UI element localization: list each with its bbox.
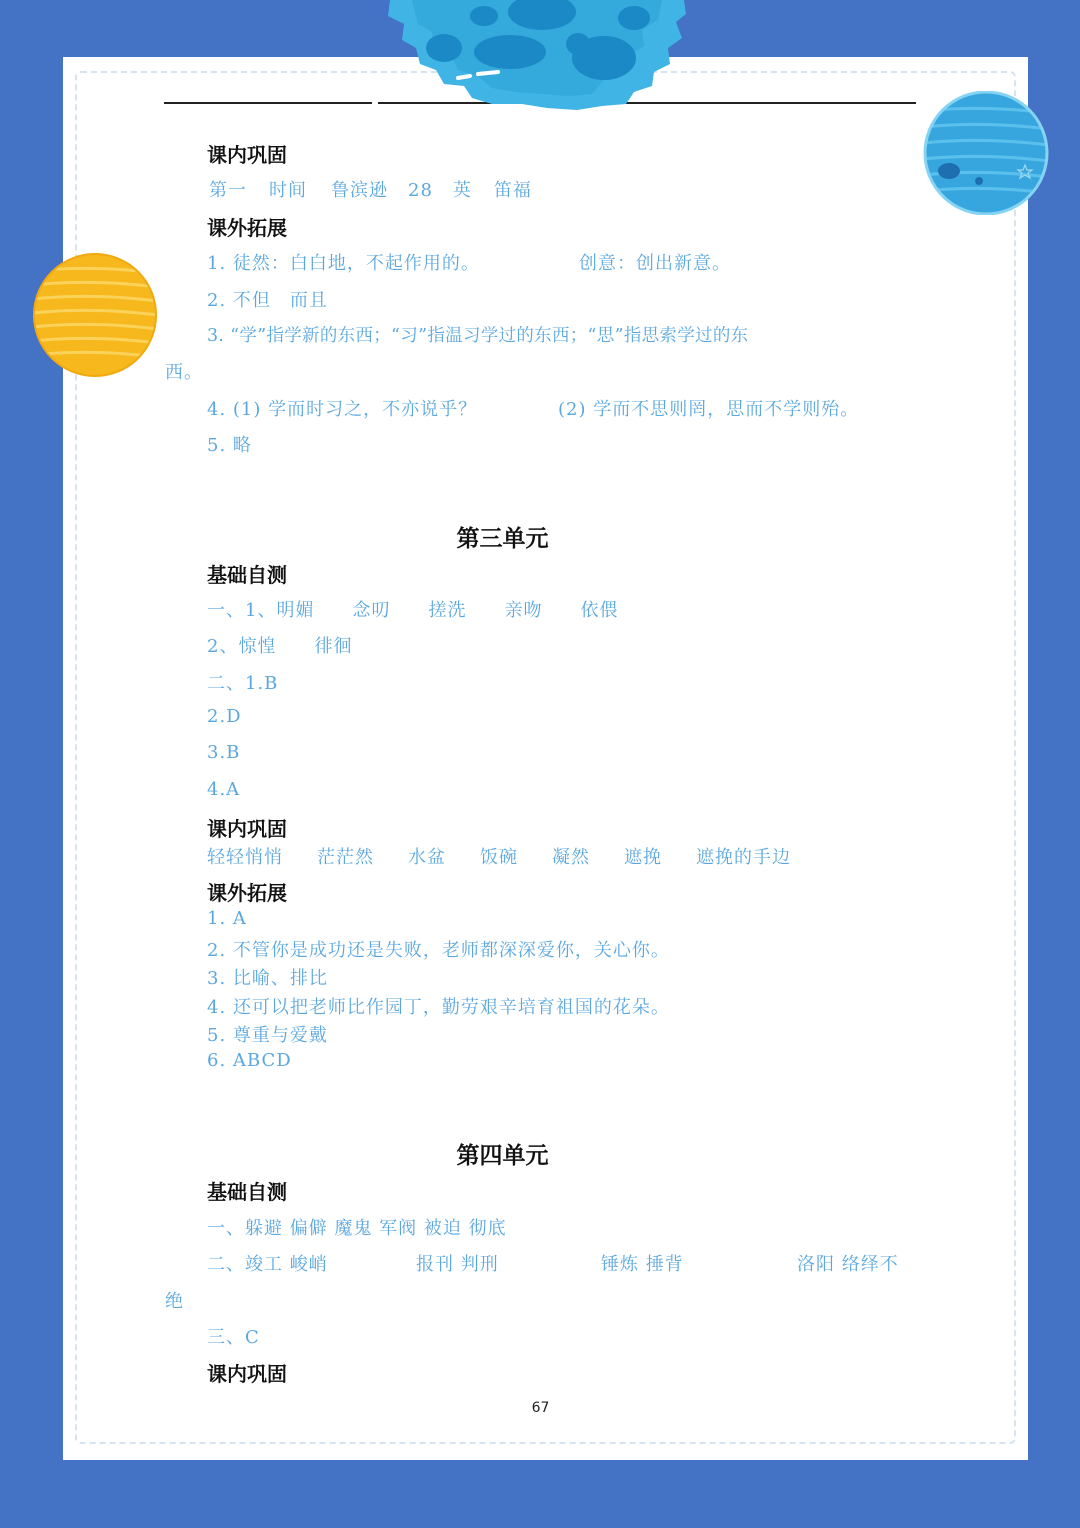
section-heading-basic: 基础自测 xyxy=(207,1180,287,1204)
answer-item: 笛福 xyxy=(493,180,532,201)
answer-line: 锤炼 捶背 xyxy=(601,1254,684,1275)
answer-line: 3. “学”指学新的东西；“习”指温习学过的东西；“思”指思索学过的东 xyxy=(207,326,749,346)
answer-item: 英 xyxy=(452,180,472,201)
answer-item: 遮挽的手边 xyxy=(696,847,791,868)
answer-line: 3. 比喻、排比 xyxy=(207,968,328,989)
answer-line: 4. (1) 学而时习之，不亦说乎？ xyxy=(207,399,478,420)
answer-line: 洛阳 络绎不 xyxy=(797,1254,899,1275)
answer-line: 5. 尊重与爱戴 xyxy=(207,1025,328,1046)
answer-item: 遮挽 xyxy=(624,847,662,868)
answer-line: 二、竣工 峻峭 xyxy=(207,1254,328,1275)
answer-line: 1. 徒然：白白地，不起作用的。 xyxy=(207,253,480,274)
answer-line: 2、惊惶 徘徊 xyxy=(207,636,353,657)
answer-line: 2.D xyxy=(207,706,242,727)
answer-line: 4. 还可以把老师比作园丁，勤劳艰辛培育祖国的花朵。 xyxy=(207,997,670,1018)
answer-line: 一、1、明媚 念叨 搓洗 亲吻 依偎 xyxy=(207,600,619,621)
answer-item: 饭碗 xyxy=(480,847,518,868)
section-heading-in-class: 课内巩固 xyxy=(207,1362,287,1386)
answer-line: 4.A xyxy=(207,779,241,800)
answer-item: 凝然 xyxy=(552,847,590,868)
yellow-planet-icon xyxy=(32,253,158,377)
unit-title: 第三单元 xyxy=(456,526,549,552)
answer-line: 1. A xyxy=(207,908,247,929)
answer-line: 6. ABCD xyxy=(207,1050,292,1071)
answer-item: 鲁滨逊 xyxy=(331,180,388,201)
answer-line: 绝 xyxy=(165,1291,184,1312)
answer-line: 2. 不管你是成功还是失败，老师都深深爱你，关心你。 xyxy=(207,940,670,961)
header-rule xyxy=(164,102,372,104)
answer-line: 三、C xyxy=(207,1327,260,1348)
answer-line: 西。 xyxy=(165,362,203,383)
answer-line: 3.B xyxy=(207,742,241,763)
answer-line: 创意：创出新意。 xyxy=(579,253,731,274)
answer-item: 时间 xyxy=(269,180,307,201)
section-heading-in-class: 课内巩固 xyxy=(207,143,287,167)
section-heading-extension: 课外拓展 xyxy=(207,216,287,240)
answer-line: 2. 不但 而且 xyxy=(207,290,328,311)
answer-line: (2) 学而不思则罔，思而不学则殆。 xyxy=(558,399,860,420)
answer-line-in-class xyxy=(209,176,532,202)
answer-line: 一、躲避 偏僻 魔鬼 军阀 被迫 彻底 xyxy=(207,1218,507,1239)
answer-item: 茫茫然 xyxy=(317,847,374,868)
answer-item: 28 xyxy=(408,180,433,201)
cratered-planet-icon xyxy=(372,0,702,112)
answer-line-in-class xyxy=(207,843,791,869)
answer-line: 报刊 判刑 xyxy=(416,1254,499,1275)
answer-item: 轻轻悄悄 xyxy=(207,847,283,868)
answer-line: 5. 略 xyxy=(207,435,252,456)
striped-blue-planet-icon xyxy=(923,91,1049,215)
answer-item: 第一 xyxy=(209,180,247,201)
unit-title: 第四单元 xyxy=(456,1143,549,1169)
answer-item: 水盆 xyxy=(408,847,446,868)
answer-line: 二、1.B xyxy=(207,673,279,694)
section-heading-in-class: 课内巩固 xyxy=(207,817,287,841)
section-heading-extension: 课外拓展 xyxy=(207,881,287,905)
section-heading-basic: 基础自测 xyxy=(207,563,287,587)
page-number: 67 xyxy=(531,1400,550,1416)
